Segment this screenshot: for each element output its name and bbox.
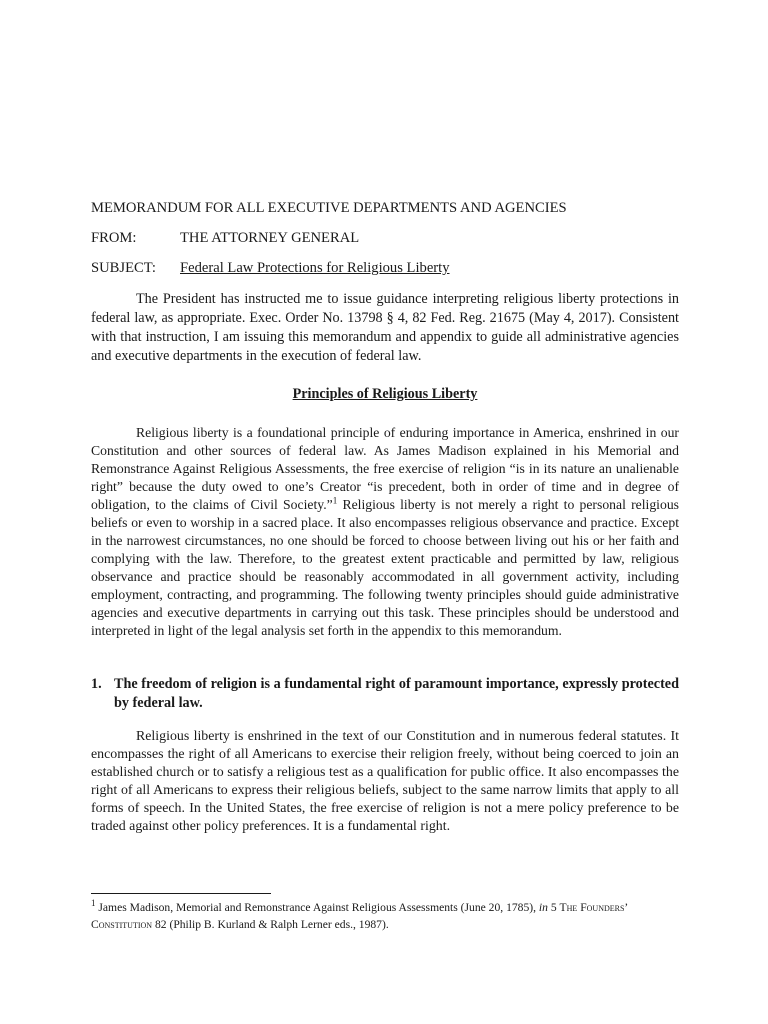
footnote-italic: in bbox=[538, 901, 548, 914]
principle-1-heading bbox=[91, 675, 679, 713]
principle-1-title: The freedom of religion is a fundamental right of paramount importance, expressly protected by federal law. bbox=[114, 676, 679, 711]
subject-row bbox=[91, 260, 450, 277]
principle-1-number: 1. bbox=[91, 676, 102, 692]
footnote-small-caps: The Founders’ Constitution bbox=[91, 901, 628, 931]
footnote-divider bbox=[91, 893, 271, 894]
subject-value: Federal Law Protections for Religious Liberty bbox=[180, 260, 450, 276]
memo-heading: MEMORANDUM FOR ALL EXECUTIVE DEPARTMENTS AND AGENCIES bbox=[91, 200, 567, 216]
footnote-text-mid: 5 bbox=[547, 901, 560, 914]
from-row bbox=[91, 230, 359, 247]
section-paragraph-part2: Religious liberty is not merely a right to personal religious beliefs or even to worship in a sacred place. It also encompasses religious observance and practice. Except in the narrowest circumstances, no one should be forced to choose between living out his or her faith and complying with the law. Therefore, to the greatest extent practicable and permitted by law, religious observance and practice should be reasonably accommodated in all government activity, including employment, contracting, and programming. The following twenty principles should guide administrative agencies and executive departments in carrying out this task. These principles should be understood and interpreted in light of the legal analysis set forth in the appendix to this memorandum. bbox=[91, 497, 679, 638]
footnote-1 bbox=[91, 899, 679, 933]
section-heading: Principles of Religious Liberty bbox=[292, 386, 478, 402]
section-paragraph-part1: Religious liberty is a foundational principle of enduring importance in America, enshrined in our Constitution and other sources of federal law. As James Madison explained in his Memorial and Remonstrance Against Religious Assessments, the free exercise of religion “is in its nature an unalienable right” because the duty owed to one’s Creator “is precedent, both in order of time and in degree of obligation, to the claims of Civil Society.” bbox=[91, 425, 679, 512]
footnote-marker: 1 bbox=[91, 898, 96, 909]
from-label: FROM: bbox=[91, 230, 137, 246]
footnote-text-before: James Madison, Memorial and Remonstrance Against Religious Assessments (June 20, 1785), bbox=[95, 901, 539, 914]
principle-1-paragraph: Religious liberty is enshrined in the text of our Constitution and in numerous federal statutes. It encompasses the right of all Americans to exercise their religion freely, without being coerced to join an established church or to satisfy a religious test as a qualification for public office. It also encompasses the right of all Americans to express their religious beliefs, subject to the same narrow limits that apply to all forms of speech. In the United States, the free exercise of religion is not a mere policy preference to be traded against other policy preferences. It is a fundamental right. bbox=[91, 729, 679, 834]
section-paragraph bbox=[91, 424, 679, 640]
footnote-reference: 1 bbox=[332, 495, 338, 506]
subject-label: SUBJECT: bbox=[91, 260, 156, 276]
from-value: THE ATTORNEY GENERAL bbox=[180, 230, 360, 246]
footnote-text-after: 82 (Philip B. Kurland & Ralph Lerner eds., 1987). bbox=[152, 918, 389, 931]
intro-paragraph: The President has instructed me to issue guidance interpreting religious liberty protections in federal law, as appropriate. Exec. Order No. 13798 § 4, 82 Fed. Reg. 21675 (May 4, 2017). Consistent with that instruction, I am issuing this memorandum and appendix to guide all administrative agencies and executive departments in the execution of federal law. bbox=[91, 291, 679, 364]
